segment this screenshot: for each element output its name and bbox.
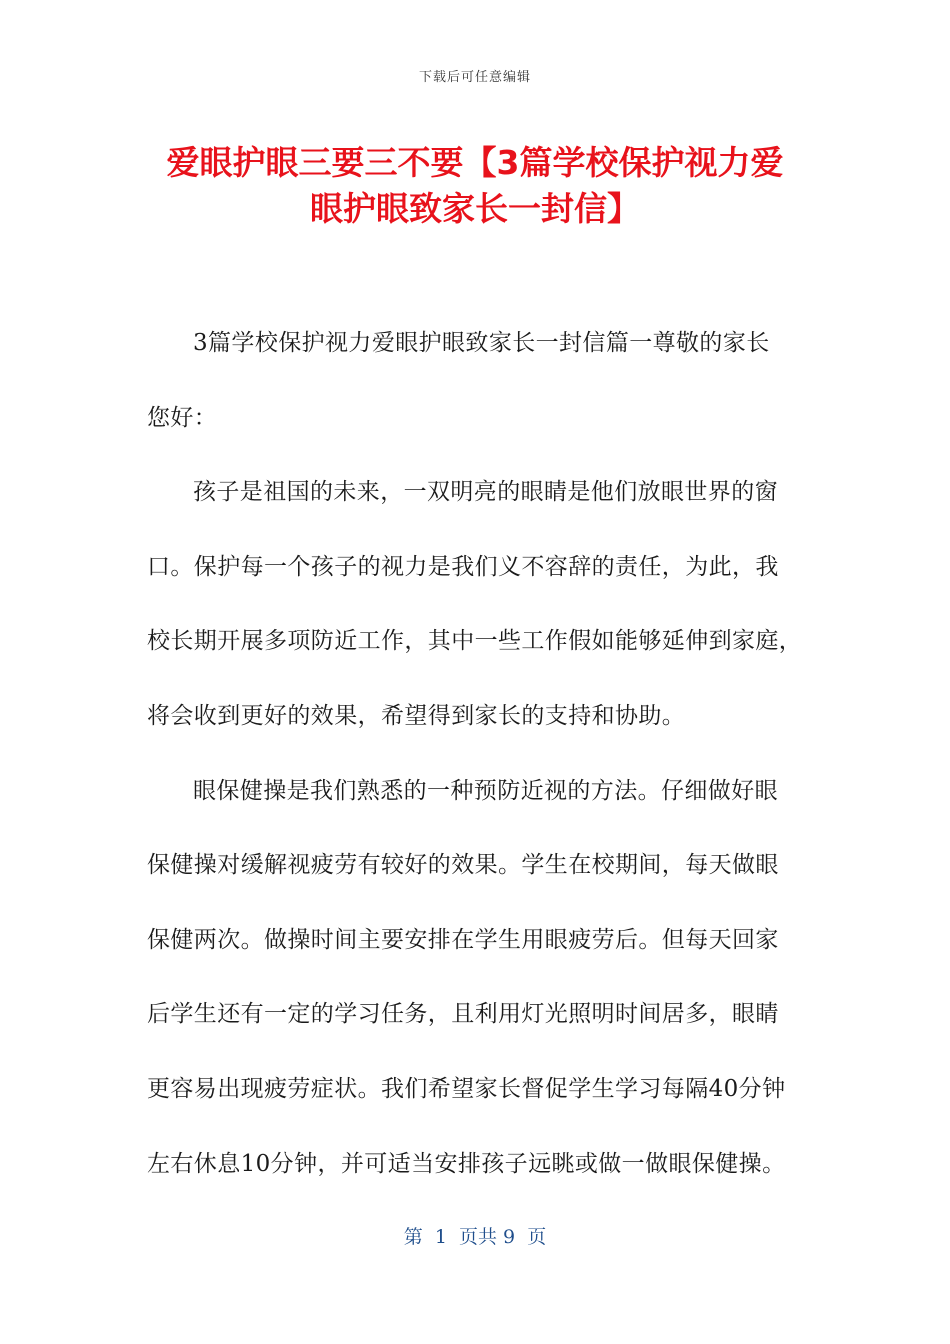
- document-title: [120, 140, 830, 232]
- body-line-11: 更容易出现疲劳症状。我们希望家长督促学生学习每隔40分钟: [147, 1075, 786, 1102]
- page-number-footer: 第 1 页共 9 页: [403, 1226, 547, 1248]
- body-line-10: 后学生还有一定的学习任务，且利用灯光照明时间居多，眼睛: [147, 1001, 779, 1028]
- body-line-1: 3篇学校保护视力爱眼护眼致家长一封信篇一尊敬的家长: [193, 330, 770, 356]
- body-line-8: 保健操对缓解视疲劳有较好的效果。学生在校期间，每天做眼: [147, 852, 779, 879]
- body-line-9: 保健两次。做操时间主要安排在学生用眼疲劳后。但每天回家: [147, 926, 779, 953]
- body-line-4: 口。保护每一个孩子的视力是我们义不容辞的责任，为此，我: [147, 553, 779, 580]
- body-line-7: 眼保健操是我们熟悉的一种预防近视的方法。仔细做好眼: [193, 777, 778, 804]
- title-line-2: 眼护眼致家长一封信】: [310, 189, 640, 228]
- title-line-1: 爱眼护眼三要三不要【3篇学校保护视力爱: [166, 143, 784, 182]
- body-line-2: 您好：: [147, 404, 218, 431]
- page-header: 下载后可任意编辑: [418, 70, 531, 85]
- body-line-6: 将会收到更好的效果，希望得到家长的支持和协助。: [147, 702, 686, 729]
- body-line-12: 左右休息10分钟，并可适当安排孩子远眺或做一做眼保健操。: [147, 1150, 786, 1177]
- document-body: [147, 318, 807, 1213]
- body-line-3: 孩子是祖国的未来，一双明亮的眼睛是他们放眼世界的窗: [193, 479, 778, 506]
- body-line-5: 校长期开展多项防近工作，其中一些工作假如能够延伸到家庭，: [147, 628, 803, 655]
